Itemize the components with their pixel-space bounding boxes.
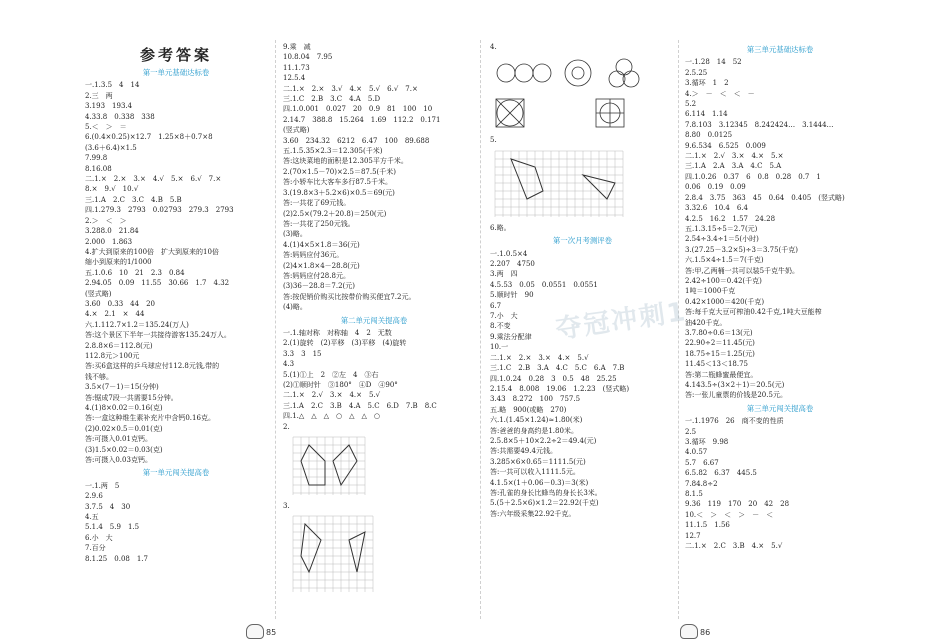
answer-column-3 bbox=[490, 42, 675, 519]
answer-line: 11.1.73 bbox=[283, 63, 310, 72]
page-title: 参考答案 bbox=[139, 46, 212, 64]
answer-line: 3.285×6×0.65＝1111.5(元) bbox=[490, 457, 586, 466]
answer-line: 8.80 0.0125 bbox=[685, 131, 733, 140]
answer-line: 五.略 900(或略 270) bbox=[490, 405, 567, 414]
answer-line: 答:小轿车比大客车多行87.5千米。 bbox=[283, 178, 392, 187]
answer-line: 1吨＝1000千克 bbox=[685, 287, 736, 296]
answer-line: 8.1.5 bbox=[685, 490, 703, 499]
section-title: 第一单元基础达标卷 bbox=[142, 68, 210, 77]
answer-line: 2.8.8×6＝112.8(元) bbox=[85, 341, 153, 350]
answer-line: 5.(5＋2.5×6)×1.2＝22.92(千克) bbox=[490, 499, 599, 508]
answer-line: 2.(1)旋转 (2)平移 (3)平移 (4)旋转 bbox=[283, 339, 407, 348]
answer-line: 三.1.C 2.B 3.C 4.A 5.D bbox=[283, 95, 381, 104]
answer-line: 3.(27.25－3.2×5)÷3＝3.75(千克) bbox=[685, 245, 798, 254]
answer-column-2 bbox=[283, 42, 465, 598]
answer-line: 4.1.5×(1＋0.06－0.3)＝3(米) bbox=[490, 478, 589, 487]
answer-line: 二.1.× 2.× 3.√ 4.× 5.√ 6.√ 7.× bbox=[283, 84, 418, 93]
watermark: 夺冠冲刺1 bbox=[553, 296, 689, 346]
answer-line: 112.8元＞100元 bbox=[85, 351, 140, 360]
section-title: 第二单元闯关提高卷 bbox=[340, 315, 408, 325]
answer-line: 六.1.(1.45×1.24)≈1.80(米) bbox=[490, 416, 583, 425]
answer-line: 6.5.82 6.37 445.5 bbox=[685, 469, 757, 478]
answer-line: 二.1.× 2.× 3.× 4.√ 5.× 6.√ 7.× bbox=[85, 175, 222, 184]
section-title: 第一次月考测评卷 bbox=[552, 236, 613, 246]
page-number-left: 85 bbox=[266, 628, 277, 637]
answer-line: 二.1.× 2.√ 3.× 4.× 5.× bbox=[685, 152, 784, 161]
answer-line: 一.1.轴对称 对称轴 4 2 无数 bbox=[283, 328, 392, 337]
answer-line: 8.不变 bbox=[490, 322, 511, 331]
answer-line: 三.1.A 2.C 3.B 4.A 5.C 6.D 7.B 8.C bbox=[283, 401, 437, 410]
answer-line: 2.54÷3.4÷1＝5(小时) bbox=[685, 235, 759, 244]
answer-line: 四.1.0.001 0.027 20 0.9 81 100 10 bbox=[283, 105, 433, 114]
answer-line: 二.1.× 2.√ 3.× 4.× 5.√ bbox=[283, 391, 381, 400]
answer-line: 12.5.4 bbox=[283, 74, 306, 83]
answer-line: 6.略。 bbox=[490, 223, 511, 232]
answer-line: 4.143.5÷(3×2＋1)＝20.5(元) bbox=[685, 381, 785, 389]
answer-line: (2)4×1.8×4－28.8(元) bbox=[283, 261, 360, 270]
answer-block bbox=[85, 80, 267, 267]
answer-line: 2.207 4750 bbox=[490, 260, 535, 269]
answer-line: 10.8.04 7.95 bbox=[283, 53, 333, 62]
answer-line: 2.＞ ＜ ＞ bbox=[85, 216, 127, 225]
answer-line: 2.94.05 0.09 11.55 30.66 1.7 4.32 bbox=[85, 279, 230, 288]
answer-column-1 bbox=[85, 42, 267, 564]
answer-line: 12.7 bbox=[685, 531, 701, 540]
mascot-icon bbox=[680, 624, 698, 639]
answer-line: 钱不够。 bbox=[85, 372, 113, 381]
answer-line: (竖式略) bbox=[283, 126, 310, 135]
answer-line: 7.小 大 bbox=[490, 312, 518, 321]
answer-line: 4.2.5 16.2 1.57 24.28 bbox=[685, 214, 776, 223]
answer-line: 4.0.57 bbox=[685, 448, 708, 457]
answer-line: (2)2.5×(79.2＋20.8)＝250(元) bbox=[283, 209, 387, 218]
answer-line: 5.(1)①上 2 ②左 4 ③右 bbox=[283, 370, 379, 379]
answer-block bbox=[685, 416, 875, 551]
answer-line: 答:一张儿童票的价钱是20.5元。 bbox=[685, 391, 787, 400]
answer-line: 答:妈妈应付36元。 bbox=[283, 251, 344, 260]
answer-line: 11.45＜13＜18.75 bbox=[685, 360, 748, 369]
answer-line: 六.1.112.7×1.2＝135.24(万人) bbox=[85, 320, 189, 329]
answer-line: 答:一共可以收入1111.5元。 bbox=[490, 468, 580, 477]
answer-line: (3)1.5×0.02＝0.03(克) bbox=[85, 445, 163, 454]
answer-line: 二.1.× 2.× 3.× 4.× 5.√ bbox=[490, 353, 589, 362]
answer-line: (2)①顺时针 ③180° ④D ④90° bbox=[283, 381, 398, 389]
answer-line: 2.000 1.863 bbox=[85, 237, 133, 246]
grid-figure-3 bbox=[283, 514, 383, 594]
answer-line: 五.1.0.6 10 21 2.3 0.84 bbox=[85, 268, 185, 277]
answer-line: 四.1.279.3 2793 0.02793 279.3 2793 bbox=[85, 206, 234, 215]
section-title: 第三单元闯关提高卷 bbox=[746, 403, 814, 413]
circle-figures bbox=[490, 55, 670, 91]
answer-line: 0.42×1000＝420(千克) bbox=[685, 297, 765, 306]
answer-line: 3.7.80÷0.6＝13(元) bbox=[685, 328, 753, 337]
answer-line: 5.2 bbox=[685, 100, 697, 109]
answer-block bbox=[685, 57, 875, 400]
answer-block bbox=[85, 481, 267, 564]
answer-line: 4.(1)4×5×1.8＝36(元) bbox=[283, 240, 360, 249]
answer-line: 3.32.6 10.4 6.4 bbox=[685, 204, 748, 213]
answer-line: 2.9.6 bbox=[85, 492, 103, 501]
answer-line: (4)略。 bbox=[283, 303, 307, 312]
page-number-right: 86 bbox=[700, 628, 711, 637]
answer-line: 3.循环 9.98 bbox=[685, 438, 729, 447]
answer-line: 答:按促销价购买比按带价购买便宜7.2元。 bbox=[283, 292, 416, 301]
answer-line: 5.7 6.67 bbox=[685, 458, 719, 467]
answer-line: 四.1.△ △ △ ○ △ △ ○ bbox=[283, 412, 381, 421]
answer-line: 答:爸爸的身高约是1.80米。 bbox=[490, 426, 578, 435]
answer-line: 2.8.4 3.75 363 45 0.64 0.405 (竖式略) bbox=[685, 193, 845, 202]
answer-line: 缩小到原来的1/1000 bbox=[85, 258, 152, 267]
answer-line: 一.1.3.5 4 14 bbox=[85, 81, 140, 90]
answer-line: 10.＜ ＞ ＜ ＞ － ＜ bbox=[685, 510, 774, 519]
answer-block bbox=[283, 42, 465, 313]
column-divider bbox=[678, 40, 679, 619]
answer-block bbox=[85, 268, 267, 466]
answer-line: 5.顺时针 90 bbox=[490, 291, 534, 300]
answer-line: 三.1.A 2.A 3.A 4.C 5.A bbox=[685, 162, 782, 171]
answer-line: 4.3 bbox=[283, 360, 295, 369]
column-divider bbox=[480, 40, 481, 619]
answer-line: 四.1.0.26 0.37 6 0.8 0.28 0.7 1 bbox=[685, 172, 821, 181]
answer-line: 四.1.0.24 0.28 3 0.5 48 25.25 bbox=[490, 374, 617, 383]
column-divider bbox=[275, 40, 276, 619]
answer-line: 9.乘 减 bbox=[283, 43, 311, 51]
answer-line: 3.3 3 15 bbox=[283, 349, 322, 358]
answer-line: 答:一共花了250元钱。 bbox=[283, 219, 355, 228]
answer-line: 2.三 两 bbox=[85, 91, 113, 100]
answer-block bbox=[490, 249, 675, 520]
answer-line: 3.两 四 bbox=[490, 270, 518, 279]
answer-line: 五.1.3.15÷5＝2.7(元) bbox=[685, 224, 758, 233]
answer-line: 8.× 9.√ 10.√ bbox=[85, 185, 139, 194]
answer-line: 一.1.28 14 52 bbox=[685, 58, 742, 67]
answer-line: 答:孔雀的身长比蜂鸟的身长长3米。 bbox=[490, 488, 602, 497]
answer-line: (3.6＋6.4)×1.5 bbox=[85, 143, 137, 152]
answer-line: 4.＞ － ＜ ＜ － bbox=[685, 89, 755, 98]
figure-label: 2. bbox=[283, 422, 290, 431]
answer-line: 3.193 193.4 bbox=[85, 102, 133, 111]
answer-line: 答:每千克大豆可榨油0.42千克,1吨大豆能榨 bbox=[685, 308, 822, 317]
answer-line: 3.43 8.272 100 757.5 bbox=[490, 395, 581, 404]
answer-line: 9.36 119 170 20 42 28 bbox=[685, 500, 790, 509]
answer-line: 答:可摄入0.03克钙。 bbox=[85, 456, 152, 465]
grid-figure-2 bbox=[283, 435, 373, 497]
answer-line: 7.8.103 3.12345 8.242424… 3.1444… bbox=[685, 120, 834, 129]
answer-line: 六.1.5×4÷1.5＝7(千克) bbox=[685, 256, 764, 265]
mascot-icon bbox=[246, 624, 264, 639]
answer-line: 3.60 0.33 44 20 bbox=[85, 299, 155, 308]
answer-line: 2.42÷100＝0.42(千克) bbox=[685, 276, 762, 285]
answer-line: 4.5.53 0.05 0.0551 0.0551 bbox=[490, 280, 598, 289]
answer-line: (2)0.02×0.5＝0.01(克) bbox=[85, 424, 163, 433]
answer-line: 2.5.8×5＋10×2.2÷2＝49.4(元) bbox=[490, 436, 597, 445]
figure-label: 4. bbox=[490, 43, 497, 51]
answer-line: 4.扩大到原来的100倍 扩大到原来的10倍 bbox=[85, 247, 219, 256]
answer-column-4 bbox=[685, 42, 875, 552]
grid-figure-5 bbox=[490, 149, 630, 219]
answer-line: 4.× 2.1 × 44 bbox=[85, 310, 145, 319]
answer-line: 答:一盒这种维生素补充片中含钙0.16克。 bbox=[85, 414, 215, 423]
answer-block bbox=[490, 223, 675, 233]
answer-line: 22.90÷2＝11.45(元) bbox=[685, 339, 755, 348]
answer-line: 二.1.× 2.C 3.B 4.× 5.√ bbox=[685, 542, 783, 551]
answer-line: 5.＜ ＞ ＝ bbox=[85, 123, 127, 132]
answer-line: 11.1.5 1.56 bbox=[685, 521, 730, 530]
answer-line: 4.五 bbox=[85, 513, 99, 522]
answer-line: 答:甲,乙两桶一共可以装5千克牛奶。 bbox=[685, 266, 800, 275]
section-title: 第三单元基础达标卷 bbox=[746, 45, 814, 54]
answer-line: 4.33.8 0.338 338 bbox=[85, 112, 155, 121]
answer-line: 答:共需要49.4元钱。 bbox=[490, 447, 557, 456]
answer-line: 2.(70×1.5－70)×2.5＝87.5(千米) bbox=[283, 167, 396, 176]
answer-line: (3)略。 bbox=[283, 230, 307, 239]
answer-line: 0.06 0.19 0.09 bbox=[685, 183, 746, 192]
answer-line: 答:锯成7段一共需要15分钟。 bbox=[85, 393, 178, 402]
answer-line: 答:买6盒这样的乒乓球应付112.8元钱,带的 bbox=[85, 362, 220, 371]
answer-line: 答:第二瓶蜂蜜最便宜。 bbox=[685, 370, 758, 379]
figure-label: 3. bbox=[283, 502, 290, 511]
answer-line: 3.循环 1 2 bbox=[685, 79, 729, 88]
answer-line: 答:六年级采集22.92千克。 bbox=[490, 509, 576, 518]
answer-line: 7.99.8 bbox=[85, 154, 108, 163]
answer-line: 10.一 bbox=[490, 343, 509, 352]
answer-line: 一.1.0.5×4 bbox=[490, 249, 528, 258]
answer-line: (3)36－28.8＝7.2(元) bbox=[283, 282, 356, 291]
answer-line: 五.1.5.35×2.3＝12.305(千米) bbox=[283, 147, 383, 156]
answer-line: 2.14.7 388.8 15.264 1.69 112.2 0.171 bbox=[283, 115, 441, 124]
answer-line: 3.288.0 21.84 bbox=[85, 227, 139, 236]
answer-line: 答:一共花了69元钱。 bbox=[283, 199, 351, 208]
answer-line: 6.小 大 bbox=[85, 533, 113, 542]
answer-line: 答:妈妈应付28.8元。 bbox=[283, 271, 350, 280]
answer-line: 2.5.25 bbox=[685, 68, 708, 77]
square-circle-figures bbox=[490, 95, 670, 131]
answer-line: 3.7.5 4 30 bbox=[85, 502, 131, 511]
answer-line: (竖式略) bbox=[85, 289, 112, 298]
answer-line: 18.75÷15＝1.25(元) bbox=[685, 349, 755, 358]
answer-line: 油420千克。 bbox=[685, 318, 727, 327]
answer-line: 3.(19.8×3＋5.2×6)×0.5＝69(元) bbox=[283, 188, 395, 197]
answer-line: 8.16.08 bbox=[85, 164, 112, 173]
answer-line: 8.1.25 0.08 1.7 bbox=[85, 554, 148, 563]
answer-block bbox=[283, 328, 465, 422]
answer-line: 6.114 1.14 bbox=[685, 110, 728, 119]
answer-line: 9.乘法分配律 bbox=[490, 332, 532, 341]
answer-line: 一.1.1976 26 商不变的性质 bbox=[685, 417, 784, 426]
answer-line: 一.1.两 5 bbox=[85, 481, 120, 490]
answer-line: 三.1.A 2.C 3.C 4.B 5.B bbox=[85, 195, 182, 204]
answer-line: 答:这个景区下半年一共接待游客135.24万人。 bbox=[85, 331, 231, 340]
answer-line: 7.百分 bbox=[85, 544, 106, 553]
answer-line: 答:这块菜地的面积是12.305平方千米。 bbox=[283, 157, 408, 166]
answer-line: 4.(1)8×0.02＝0.16(克) bbox=[85, 404, 163, 412]
answer-line: 9.6.534 6.525 0.009 bbox=[685, 141, 766, 150]
answer-line: 6.7 bbox=[490, 301, 502, 310]
section-title: 第一单元闯关提高卷 bbox=[142, 468, 210, 478]
figure-label: 5. bbox=[490, 136, 497, 145]
answer-line: 3.60 234.32 6212 6.47 100 89.688 bbox=[283, 136, 430, 145]
answer-line: 6.(0.4×0.25)×12.7 1.25×8＋0.7×8 bbox=[85, 133, 213, 142]
answer-line: 答:可摄入0.01克钙。 bbox=[85, 435, 152, 444]
answer-line: 三.1.C 2.B 3.A 4.C 5.C 6.A 7.B bbox=[490, 364, 625, 373]
answer-line: 5.1.4 5.9 1.5 bbox=[85, 523, 140, 532]
answer-line: 2.5 bbox=[685, 427, 697, 436]
answer-line: 2.15.4 8.008 19.06 1.2.23 (竖式略) bbox=[490, 384, 630, 393]
answer-line: 7.84.8÷2 bbox=[685, 479, 718, 488]
answer-line: 3.5×(7－1)＝15(分钟) bbox=[85, 383, 159, 392]
